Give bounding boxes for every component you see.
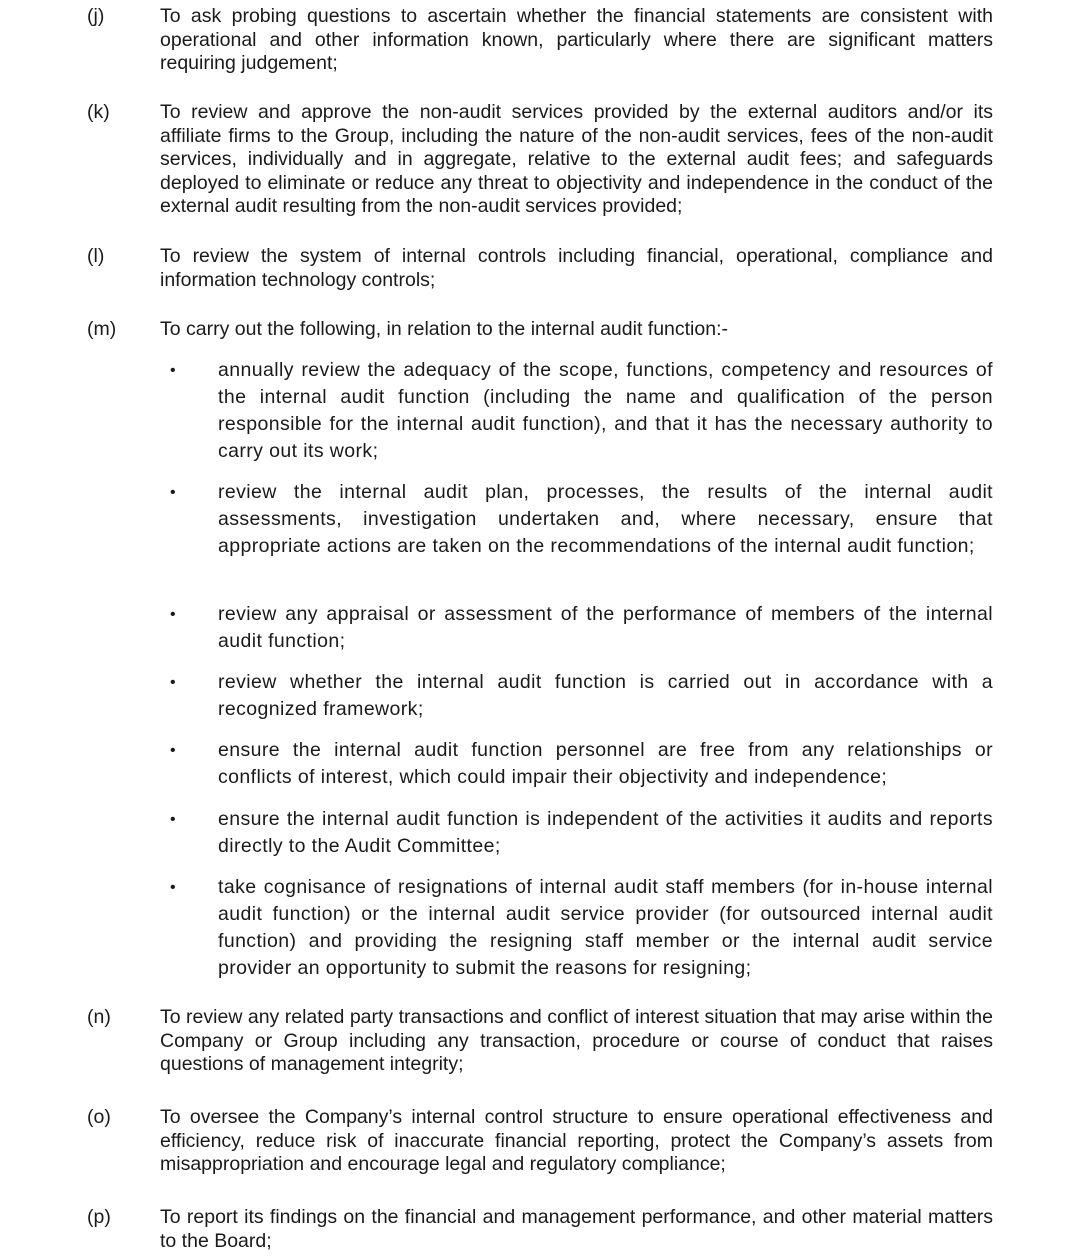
bullet-text: review any appraisal or assessment of the performance of members of the internal audit function; bbox=[218, 603, 993, 652]
bullet-text: review whether the internal audit function is carried out in accordance with a recognized framework; bbox=[218, 671, 993, 720]
bullet-text: take cognisance of resignations of internal audit staff members (for in-house internal audit function) or the internal audit service provider (for outsourced internal audit function) and providing the resigning staff member or the internal audit service provider an opportunity to submit the reasons for resigning; bbox=[218, 876, 993, 979]
bullet-text: annually review the adequacy of the scope, functions, competency and resources of the internal audit function (including the name and qualification of the person responsible for the internal audit function), and that it has the necessary authority to carry out its work; bbox=[218, 359, 993, 462]
bullet-icon: • bbox=[170, 606, 176, 623]
item-marker: (o) bbox=[87, 1106, 111, 1128]
bullet-icon: • bbox=[170, 742, 176, 759]
item-marker: (k) bbox=[87, 101, 110, 123]
item-text: To review any related party transactions and conflict of interest situation that may arise within the Company or Group including any transaction, procedure or course of conduct that raises questions of management integrity; bbox=[160, 1006, 993, 1075]
bullet-text: ensure the internal audit function personnel are free from any relationships or conflicts of interest, which could impair their objectivity and independence; bbox=[218, 739, 993, 788]
bullet-icon: • bbox=[170, 879, 176, 896]
bullet-icon: • bbox=[170, 811, 176, 828]
item-text: To report its findings on the financial and management performance, and other material matters to the Board; bbox=[160, 1206, 993, 1252]
item-text: To ask probing questions to ascertain whether the financial statements are consistent with operational and other information known, particularly where there are significant matters requiring judgement; bbox=[160, 5, 993, 74]
item-marker: (n) bbox=[87, 1006, 111, 1028]
bullet-icon: • bbox=[170, 674, 176, 691]
item-marker: (l) bbox=[87, 245, 105, 267]
item-text: To oversee the Company’s internal control structure to ensure operational effectiveness and efficiency, reduce risk of inaccurate financial reporting, protect the Company’s assets from misappropriation and encourage legal and regulatory compliance; bbox=[160, 1106, 993, 1175]
item-marker: (p) bbox=[87, 1206, 111, 1228]
item-text: To carry out the following, in relation to the internal audit function:- bbox=[160, 318, 728, 340]
item-marker: (j) bbox=[87, 5, 105, 27]
bullet-icon: • bbox=[170, 484, 176, 501]
item-marker: (m) bbox=[87, 318, 117, 340]
item-text: To review and approve the non-audit services provided by the external auditors and/or its affiliate firms to the Group, including the nature of the non-audit services, fees of the non-audit services, individually and in aggregate, relative to the external audit fees; and safeguards deployed to eliminate or reduce any threat to objectivity and independence in the conduct of the external audit resulting from the non-audit services provided; bbox=[160, 101, 993, 217]
bullet-text: ensure the internal audit function is independent of the activities it audits and reports directly to the Audit Committee; bbox=[218, 808, 993, 857]
item-text: To review the system of internal controls including financial, operational, compliance and information technology controls; bbox=[160, 245, 993, 291]
bullet-icon: • bbox=[170, 362, 176, 379]
bullet-text: review the internal audit plan, processes, the results of the internal audit assessments, investigation undertaken and, where necessary, ensure that appropriate actions are taken on the recommendations of the internal audit function; bbox=[218, 481, 993, 557]
